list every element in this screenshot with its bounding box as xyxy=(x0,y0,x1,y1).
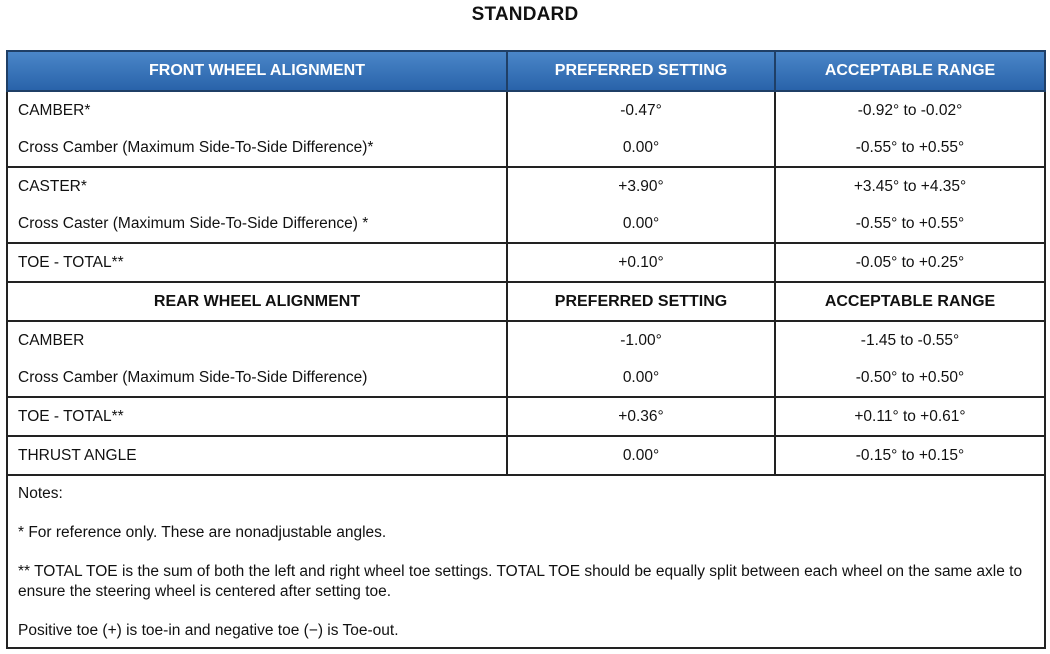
front-header-row xyxy=(7,51,1045,91)
row-preferred: 0.00° xyxy=(507,129,775,167)
notes-heading: Notes: xyxy=(18,485,63,502)
row-label: TOE - TOTAL** xyxy=(7,397,507,436)
rear-header-preferred: PREFERRED SETTING xyxy=(507,282,775,321)
note-total-toe: ** TOTAL TOE is the sum of both the left and right wheel toe settings. TOTAL TOE should be equally split between each wheel on the same axle to ensure the steering wheel is centered after setting toe. xyxy=(18,563,1023,600)
row-preferred: 0.00° xyxy=(507,436,775,475)
row-preferred: +0.36° xyxy=(507,397,775,436)
table-row xyxy=(7,91,1045,129)
row-label: TOE - TOTAL** xyxy=(7,243,507,282)
table-row xyxy=(7,359,1045,397)
row-range: -0.05° to +0.25° xyxy=(775,243,1045,282)
table-row xyxy=(7,167,1045,205)
row-range: -0.55° to +0.55° xyxy=(775,129,1045,167)
notes-cell xyxy=(7,475,1045,648)
page-title: STANDARD xyxy=(471,4,579,25)
table-row xyxy=(7,397,1045,436)
rear-header-alignment: REAR WHEEL ALIGNMENT xyxy=(7,282,507,321)
row-range: -0.92° to -0.02° xyxy=(775,91,1045,129)
row-label: CAMBER* xyxy=(7,91,507,129)
front-header-alignment: FRONT WHEEL ALIGNMENT xyxy=(7,51,507,91)
note-toe-sign: Positive toe (+) is toe-in and negative toe (−) is Toe-out. xyxy=(18,622,399,639)
row-range: -0.55° to +0.55° xyxy=(775,205,1045,243)
row-preferred: +0.10° xyxy=(507,243,775,282)
table-row xyxy=(7,205,1045,243)
row-range: -0.15° to +0.15° xyxy=(775,436,1045,475)
row-range: +3.45° to +4.35° xyxy=(775,167,1045,205)
row-preferred: -1.00° xyxy=(507,321,775,359)
rear-header-range: ACCEPTABLE RANGE xyxy=(775,282,1045,321)
table-row xyxy=(7,321,1045,359)
table-row xyxy=(7,436,1045,475)
row-label: CAMBER xyxy=(7,321,507,359)
alignment-spec-table xyxy=(6,50,1046,649)
row-preferred: -0.47° xyxy=(507,91,775,129)
row-label: Cross Camber (Maximum Side-To-Side Difference) xyxy=(7,359,507,397)
row-label: CASTER* xyxy=(7,167,507,205)
row-preferred: 0.00° xyxy=(507,359,775,397)
row-preferred: +3.90° xyxy=(507,167,775,205)
row-preferred: 0.00° xyxy=(507,205,775,243)
front-header-range: ACCEPTABLE RANGE xyxy=(775,51,1045,91)
row-range: -1.45 to -0.55° xyxy=(775,321,1045,359)
row-range: -0.50° to +0.50° xyxy=(775,359,1045,397)
table-row xyxy=(7,129,1045,167)
note-reference-only: * For reference only. These are nonadjustable angles. xyxy=(18,524,387,541)
row-range: +0.11° to +0.61° xyxy=(775,397,1045,436)
notes-row xyxy=(7,475,1045,648)
rear-header-row xyxy=(7,282,1045,321)
row-label: Cross Caster (Maximum Side-To-Side Difference) * xyxy=(7,205,507,243)
table-row xyxy=(7,243,1045,282)
row-label: THRUST ANGLE xyxy=(7,436,507,475)
front-header-preferred: PREFERRED SETTING xyxy=(507,51,775,91)
row-label: Cross Camber (Maximum Side-To-Side Difference)* xyxy=(7,129,507,167)
